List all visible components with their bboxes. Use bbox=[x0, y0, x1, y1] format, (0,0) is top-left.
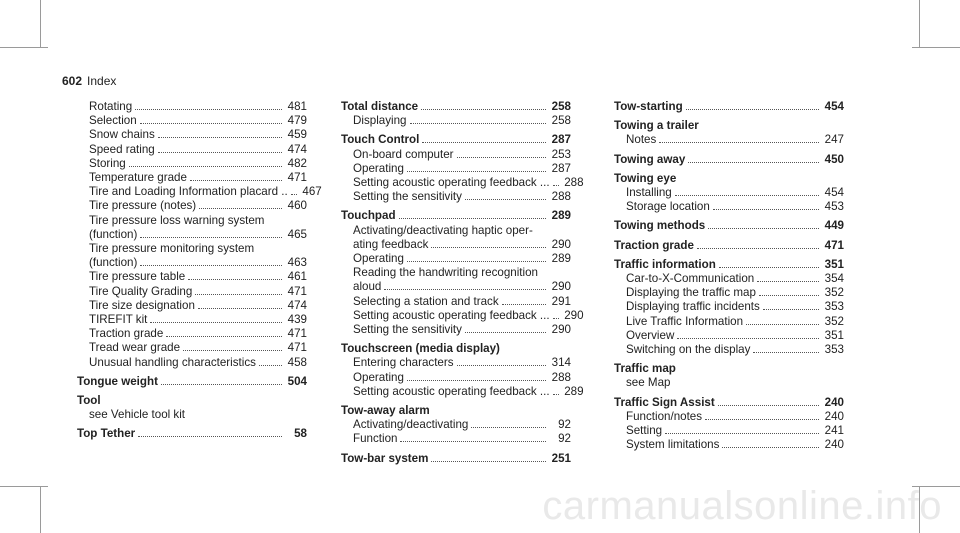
page-ref: 289 bbox=[551, 252, 571, 266]
page-ref: 354 bbox=[824, 272, 844, 286]
page-ref: 253 bbox=[551, 147, 571, 161]
dot-leader bbox=[407, 171, 546, 172]
entry-text: Operating bbox=[353, 370, 404, 384]
index-subline: Tire pressure loss warning system bbox=[89, 213, 265, 227]
index-subentry bbox=[341, 418, 571, 432]
page-ref: 471 bbox=[824, 238, 844, 252]
index-subentry bbox=[614, 186, 844, 200]
page-ref: 450 bbox=[824, 152, 844, 166]
index-heading-entry bbox=[341, 452, 571, 466]
dot-leader bbox=[665, 433, 819, 434]
dot-leader bbox=[161, 384, 282, 385]
section-title: Index bbox=[87, 74, 117, 88]
entry-text: Rotating bbox=[89, 100, 133, 113]
entry-text: Traffic Sign Assist bbox=[614, 395, 715, 409]
page-ref: 454 bbox=[824, 100, 844, 113]
dot-leader bbox=[291, 194, 297, 195]
page-ref: 289 bbox=[564, 384, 584, 398]
dot-leader bbox=[757, 281, 819, 282]
index-heading: Tool bbox=[77, 394, 101, 408]
page-ref: 479 bbox=[287, 114, 307, 128]
dot-leader bbox=[407, 380, 546, 381]
index-subentry bbox=[77, 185, 322, 199]
entry-text: Tire pressure table bbox=[89, 270, 186, 284]
index-subentry bbox=[77, 327, 307, 341]
dot-leader bbox=[140, 237, 282, 238]
index-subentry bbox=[77, 228, 307, 242]
page-ref: 460 bbox=[287, 199, 307, 213]
dot-leader bbox=[188, 279, 282, 280]
entry-text: Unusual handling characteristics bbox=[89, 355, 256, 369]
page-ref: 287 bbox=[551, 133, 571, 147]
index-subentry bbox=[614, 133, 844, 147]
page-ref: 290 bbox=[551, 280, 571, 294]
index-subentry bbox=[77, 114, 307, 128]
index-subentry bbox=[77, 143, 307, 157]
entry-text: Displaying the traffic map bbox=[626, 286, 756, 300]
page-ref: 463 bbox=[287, 256, 307, 270]
dot-leader bbox=[713, 209, 819, 210]
index-subline: Activating/deactivating haptic oper- bbox=[353, 223, 533, 237]
entry-text: Storing bbox=[89, 156, 126, 170]
entry-text: Overview bbox=[626, 328, 675, 342]
page-ref: 351 bbox=[824, 257, 844, 271]
entry-text: Traction grade bbox=[614, 238, 694, 252]
index-heading-entry bbox=[614, 153, 844, 167]
index-subentry bbox=[77, 171, 307, 185]
index-heading-entry bbox=[77, 375, 307, 389]
dot-leader bbox=[421, 109, 546, 110]
page-ref: 92 bbox=[558, 432, 571, 446]
entry-text: Displaying bbox=[353, 114, 407, 128]
index-subentry bbox=[614, 300, 844, 314]
entry-text: Tow-starting bbox=[614, 100, 683, 113]
crop-mark bbox=[912, 47, 960, 48]
entry-text: On-board computer bbox=[353, 147, 454, 161]
entry-text: Operating bbox=[353, 252, 404, 266]
page-ref: 467 bbox=[302, 185, 322, 199]
page-ref: 465 bbox=[287, 227, 307, 241]
entry-text: Switching on the display bbox=[626, 343, 751, 357]
index-subentry bbox=[341, 280, 571, 294]
entry-text: Setting acoustic operating feedback ... bbox=[353, 384, 550, 398]
dot-leader bbox=[158, 137, 282, 138]
entry-text: Tread wear grade bbox=[89, 341, 181, 355]
dot-leader bbox=[198, 308, 282, 309]
index-subentry bbox=[614, 272, 844, 286]
entry-text: System limitations bbox=[626, 438, 720, 452]
index-subentry bbox=[341, 356, 571, 370]
page-ref: 481 bbox=[287, 100, 307, 113]
dot-leader bbox=[553, 394, 559, 395]
dot-leader bbox=[199, 208, 282, 209]
entry-text: Setting bbox=[626, 424, 663, 438]
dot-leader bbox=[410, 123, 547, 124]
index-subentry bbox=[77, 285, 307, 299]
page-ref: 471 bbox=[287, 327, 307, 341]
index-subline: Reading the handwriting recognition bbox=[353, 266, 538, 280]
page-ref: 461 bbox=[287, 270, 307, 284]
index-heading: Traffic map bbox=[614, 362, 676, 376]
page-ref: 471 bbox=[287, 341, 307, 355]
page-ref: 353 bbox=[824, 300, 844, 314]
dot-leader bbox=[659, 142, 819, 143]
page-ref: 288 bbox=[551, 190, 571, 204]
crop-mark bbox=[919, 0, 920, 48]
entry-text: Operating bbox=[353, 161, 404, 175]
entry-text: Touch Control bbox=[341, 133, 420, 147]
dot-leader bbox=[465, 199, 546, 200]
page-ref: 471 bbox=[287, 284, 307, 298]
page-number: 602 bbox=[62, 74, 83, 88]
index-subline: see Vehicle tool kit bbox=[89, 408, 186, 422]
page-ref: 474 bbox=[287, 298, 307, 312]
dot-leader bbox=[746, 324, 819, 325]
dot-leader bbox=[705, 419, 819, 420]
index-heading-entry bbox=[341, 133, 571, 147]
index-subentry bbox=[341, 432, 571, 446]
entry-text: Installing bbox=[626, 186, 672, 200]
entry-text: Tire and Loading Information placard .. bbox=[89, 185, 288, 199]
dot-leader bbox=[190, 180, 282, 181]
index-subentry bbox=[341, 308, 584, 323]
entry-text: Entering characters bbox=[353, 356, 454, 370]
page-ref: 92 bbox=[558, 418, 571, 432]
dot-leader bbox=[407, 261, 546, 262]
dot-leader bbox=[718, 405, 819, 406]
dot-leader bbox=[553, 185, 559, 186]
dot-leader bbox=[259, 365, 282, 366]
entry-text: Storage location bbox=[626, 200, 710, 214]
index-heading-entry bbox=[77, 427, 307, 441]
index-subentry bbox=[77, 128, 307, 142]
index-subline: see Map bbox=[626, 376, 671, 390]
dot-leader bbox=[166, 336, 282, 337]
entry-text: Function bbox=[353, 432, 398, 446]
entry-text: Selection bbox=[89, 114, 137, 128]
entry-text: Top Tether bbox=[77, 427, 136, 441]
dot-leader bbox=[140, 265, 282, 266]
dot-leader bbox=[150, 322, 282, 323]
index-subentry bbox=[341, 295, 571, 309]
dot-leader bbox=[140, 123, 282, 124]
dot-leader bbox=[129, 166, 282, 167]
entry-text: Live Traffic Information bbox=[626, 314, 744, 328]
index-subentry bbox=[341, 176, 584, 190]
entry-text: Setting acoustic operating feedback ... bbox=[353, 176, 550, 190]
page-ref: 314 bbox=[551, 356, 571, 370]
crop-mark bbox=[0, 486, 48, 487]
entry-text: Tire Quality Grading bbox=[89, 284, 193, 298]
index-heading: Towing a trailer bbox=[614, 119, 699, 133]
index-subline: Tire pressure monitoring system bbox=[89, 242, 255, 256]
dot-leader bbox=[422, 142, 546, 143]
entry-text: Selecting a station and track bbox=[353, 294, 499, 308]
index-subentry bbox=[77, 299, 307, 313]
index-subentry bbox=[341, 114, 571, 128]
page-ref: 288 bbox=[564, 176, 584, 190]
entry-text: TIREFIT kit bbox=[89, 313, 148, 327]
index-subentry bbox=[614, 438, 844, 452]
page-ref: 290 bbox=[551, 237, 571, 251]
index-subentry bbox=[341, 252, 571, 266]
dot-leader bbox=[399, 218, 546, 219]
dot-leader bbox=[502, 304, 546, 305]
watermark: carmanualsonline.info bbox=[542, 484, 942, 528]
page-ref: 288 bbox=[551, 370, 571, 384]
dot-leader bbox=[183, 350, 282, 351]
dot-leader bbox=[553, 318, 559, 319]
dot-leader bbox=[677, 338, 819, 339]
page-ref: 458 bbox=[287, 355, 307, 369]
page-ref: 504 bbox=[287, 374, 307, 388]
page-ref: 453 bbox=[824, 200, 844, 214]
page-ref: 482 bbox=[287, 156, 307, 170]
crop-mark bbox=[40, 0, 41, 48]
entry-text: ating feedback bbox=[353, 237, 429, 251]
entry-text: Towing away bbox=[614, 152, 686, 166]
dot-leader bbox=[135, 109, 282, 110]
page-ref: 258 bbox=[551, 114, 571, 128]
index-subentry bbox=[77, 270, 307, 284]
index-subentry bbox=[614, 424, 844, 438]
index-subentry bbox=[77, 356, 307, 370]
entry-text: Tire pressure (notes) bbox=[89, 199, 197, 213]
index-heading-entry bbox=[614, 239, 844, 253]
entry-text: Displaying traffic incidents bbox=[626, 300, 760, 314]
page-ref: 449 bbox=[824, 219, 844, 233]
index-subentry bbox=[77, 100, 307, 114]
dot-leader bbox=[457, 365, 546, 366]
entry-text: Speed rating bbox=[89, 142, 155, 156]
dot-leader bbox=[753, 352, 819, 353]
dot-leader bbox=[384, 289, 546, 290]
crop-mark bbox=[40, 486, 41, 533]
entry-text: Traffic information bbox=[614, 257, 716, 271]
page-ref: 352 bbox=[824, 286, 844, 300]
index-subentry bbox=[77, 341, 307, 355]
dot-leader bbox=[697, 248, 819, 249]
dot-leader bbox=[708, 228, 819, 229]
index-subentry bbox=[614, 410, 844, 424]
entry-text: Temperature grade bbox=[89, 171, 187, 185]
entry-text: Notes bbox=[626, 133, 657, 147]
entry-text: aloud bbox=[353, 280, 382, 294]
index-subentry bbox=[614, 329, 844, 343]
index-column-1 bbox=[77, 100, 322, 442]
entry-text: Snow chains bbox=[89, 128, 155, 142]
index-heading: Towing eye bbox=[614, 171, 677, 185]
entry-text: Activating/deactivating bbox=[353, 418, 469, 432]
page-ref: 290 bbox=[551, 323, 571, 337]
index-heading-entry bbox=[341, 100, 571, 114]
index-subentry bbox=[341, 148, 571, 162]
index-column-2 bbox=[341, 100, 584, 466]
page-ref: 291 bbox=[551, 294, 571, 308]
index-heading: Tow-away alarm bbox=[341, 404, 430, 418]
page-ref: 241 bbox=[824, 424, 844, 438]
page-ref: 474 bbox=[287, 142, 307, 156]
index-heading: Touchscreen (media display) bbox=[341, 342, 500, 356]
index-subentry bbox=[341, 371, 571, 385]
page-ref: 258 bbox=[551, 100, 571, 113]
entry-text: Setting the sensitivity bbox=[353, 190, 462, 204]
entry-text: Total distance bbox=[341, 100, 419, 113]
index-subentry bbox=[614, 315, 844, 329]
index-subentry bbox=[77, 313, 307, 327]
dot-leader bbox=[688, 162, 819, 163]
dot-leader bbox=[431, 461, 546, 462]
index-subentry bbox=[77, 256, 307, 270]
entry-text: (function) bbox=[89, 256, 138, 270]
page-ref: 240 bbox=[824, 438, 844, 452]
dot-leader bbox=[759, 295, 819, 296]
page-ref: 290 bbox=[564, 308, 584, 322]
index-subentry bbox=[77, 199, 307, 213]
page-ref: 289 bbox=[551, 209, 571, 223]
page-ref: 459 bbox=[287, 128, 307, 142]
index-subentry bbox=[341, 190, 571, 204]
dot-leader bbox=[763, 309, 819, 310]
dot-leader bbox=[195, 294, 282, 295]
index-subentry bbox=[614, 286, 844, 300]
entry-text: Touchpad bbox=[341, 209, 396, 223]
dot-leader bbox=[138, 436, 282, 437]
entry-text: Function/notes bbox=[626, 409, 703, 423]
index-heading-entry bbox=[614, 258, 844, 272]
page-ref: 454 bbox=[824, 186, 844, 200]
index-subentry bbox=[341, 384, 584, 399]
dot-leader bbox=[457, 157, 546, 158]
entry-text: Tongue weight bbox=[77, 374, 158, 388]
dot-leader bbox=[158, 152, 282, 153]
dot-leader bbox=[400, 441, 546, 442]
page-ref: 247 bbox=[824, 133, 844, 147]
index-subentry bbox=[341, 323, 571, 337]
index-heading-entry bbox=[341, 209, 571, 223]
entry-text: Setting the sensitivity bbox=[353, 323, 462, 337]
entry-text: Tire size designation bbox=[89, 298, 195, 312]
dot-leader bbox=[719, 267, 819, 268]
page-ref: 251 bbox=[551, 451, 571, 465]
page-ref: 471 bbox=[287, 171, 307, 185]
page-ref: 352 bbox=[824, 314, 844, 328]
entry-text: Setting acoustic operating feedback ... bbox=[353, 308, 550, 322]
entry-text: (function) bbox=[89, 227, 138, 241]
dot-leader bbox=[686, 109, 819, 110]
entry-text: Tow-bar system bbox=[341, 451, 429, 465]
index-column-3 bbox=[614, 100, 844, 452]
index-heading-entry bbox=[614, 219, 844, 233]
page-ref: 351 bbox=[824, 328, 844, 342]
index-heading-entry bbox=[614, 396, 844, 410]
entry-text: Towing methods bbox=[614, 219, 706, 233]
dot-leader bbox=[465, 332, 546, 333]
page-ref: 240 bbox=[824, 395, 844, 409]
dot-leader bbox=[675, 195, 819, 196]
page-ref: 287 bbox=[551, 161, 571, 175]
index-subentry bbox=[77, 157, 307, 171]
page-ref: 353 bbox=[824, 343, 844, 357]
entry-text: Traction grade bbox=[89, 327, 164, 341]
page-header bbox=[62, 74, 116, 88]
entry-text: Car-to-X-Communication bbox=[626, 272, 755, 286]
dot-leader bbox=[471, 427, 546, 428]
index-subentry bbox=[614, 343, 844, 357]
dot-leader bbox=[431, 247, 546, 248]
index-subentry bbox=[614, 200, 844, 214]
dot-leader bbox=[722, 447, 819, 448]
index-heading-entry bbox=[614, 100, 844, 114]
page-ref: 240 bbox=[824, 409, 844, 423]
page-ref: 58 bbox=[294, 427, 307, 441]
index-subentry bbox=[341, 162, 571, 176]
crop-mark bbox=[0, 47, 48, 48]
page-ref: 439 bbox=[287, 313, 307, 327]
index-subentry bbox=[341, 238, 571, 252]
